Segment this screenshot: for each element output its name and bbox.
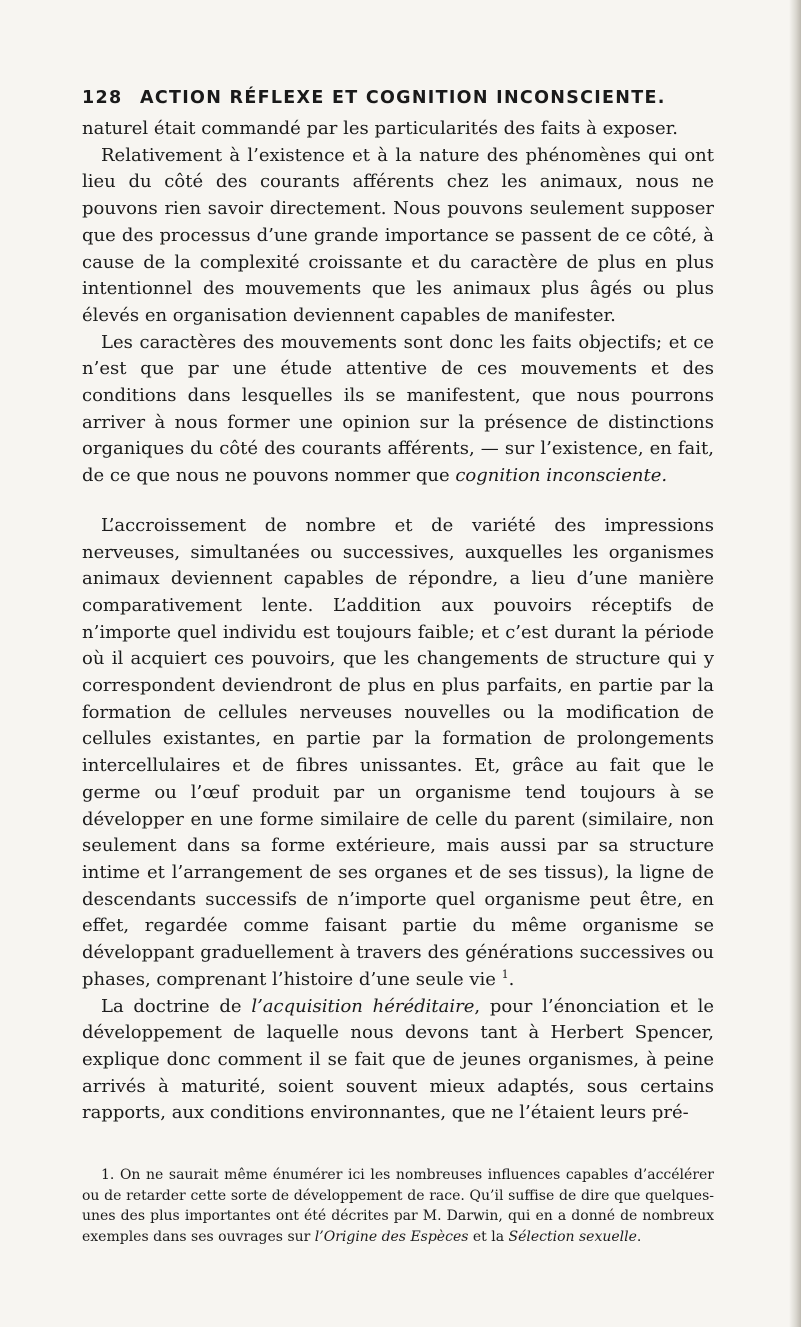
paragraph: Relativement à l’existence et à la nature des phénomènes qui ont lieu du côté des courants afférents chez les animaux, nous ne pouvons rien savoir directement. Nous pouvons seulement supposer que des processus d’une grande importance se passent de ce côté, à cause de la complexité croissante et du caractère de plus en plus intentionnel des mouvements que les animaux plus âgés ou plus élevés en organisation deviennent capables de manifester.	[82, 144, 714, 326]
paragraph	[82, 994, 714, 1128]
paragraph-text: L’accroissement de nombre et de variété des impressions nerveuses, simultanées ou successives, auxquelles les organismes animaux deviennent capables de répondre, a lieu d’une manière comparativement lente. L’addition aux pouvoirs réceptifs de n’importe quel individu est toujours faible; et c’est durant la période où il acquiert ces pouvoirs, que les changements de structure qui y correspondent deviendront de plus en plus parfaits, en partie par la formation de cellules nerveuses nouvelles ou la modification de cellules existantes, en partie par la formation de prolongements intercellulaires et de fibres unissantes. Et, grâce au fait que le germe ou l’œuf produit par un organisme tend toujours à se développer en une forme similaire de celle du parent (similaire, non seulement dans sa forme extérieure, mais aussi par sa structure intime et l’arrangement de ses organes et de ses tissus), la ligne de descendants successifs de n’importe quel organisme peut être, en effet, regardée comme faisant partie du même organisme se développant graduellement à travers des générations successives ou phases, comprenant l’histoire d’une seule vie	[82, 514, 714, 990]
paragraph-continued: naturel était commandé par les particularités des faits à exposer.	[82, 118, 678, 139]
italic-term: cognition inconsciente.	[455, 465, 668, 487]
footnote-text: On ne saurait même énumérer ici les nombreuses influences capables d’accélérer ou de retarder cette sorte de développement de race. Qu’il suffise de dire que quelques-unes des plus importantes ont été décrites par M. Darwin, qui en a donné de nombreux exemples dans ses ouvrages sur	[82, 1167, 714, 1245]
page-edge	[789, 0, 801, 1327]
page-number: 128	[82, 88, 123, 108]
paragraph-text: La doctrine de	[101, 995, 252, 1017]
book-title: l’Origine des Espèces	[314, 1228, 469, 1245]
paragraph-text: , pour l’énonciation et le développement de laquelle nous devons tant à Herbert Spencer, explique donc comment il se fait que de jeunes organismes, à peine arrivés à maturité, soient souvent mieux adaptés, sous certains rapports, aux conditions environnantes, que ne l’étaient leurs pré-	[82, 995, 714, 1124]
book-title: Sélection sexuelle	[508, 1228, 637, 1245]
main-text	[82, 116, 714, 1127]
paragraph-text: .	[508, 968, 515, 990]
paragraph-text: Les caractères des mouvements sont donc les faits objectifs; et ce n’est que par une étude attentive de ces mouvements et des conditions dans lesquelles ils se manifestent, que nous pourrons arriver à nous former une opinion sur la présence de distinctions organiques du côté des courants afférents, — sur l’existence, en fait, de ce que nous ne pouvons nommer que	[82, 331, 714, 487]
footnote-text: .	[636, 1228, 642, 1245]
footnote-reference: 1	[501, 967, 509, 981]
running-title: ACTION RÉFLEXE ET COGNITION INCONSCIENTE.	[140, 88, 666, 108]
footnote-marker: 1.	[101, 1167, 115, 1183]
running-header	[82, 88, 722, 108]
footnote	[82, 1165, 714, 1247]
italic-term: l’acquisition héréditaire	[251, 995, 475, 1017]
footnote-text: et la	[468, 1228, 509, 1245]
paragraph	[82, 330, 714, 490]
paragraph	[82, 513, 714, 994]
